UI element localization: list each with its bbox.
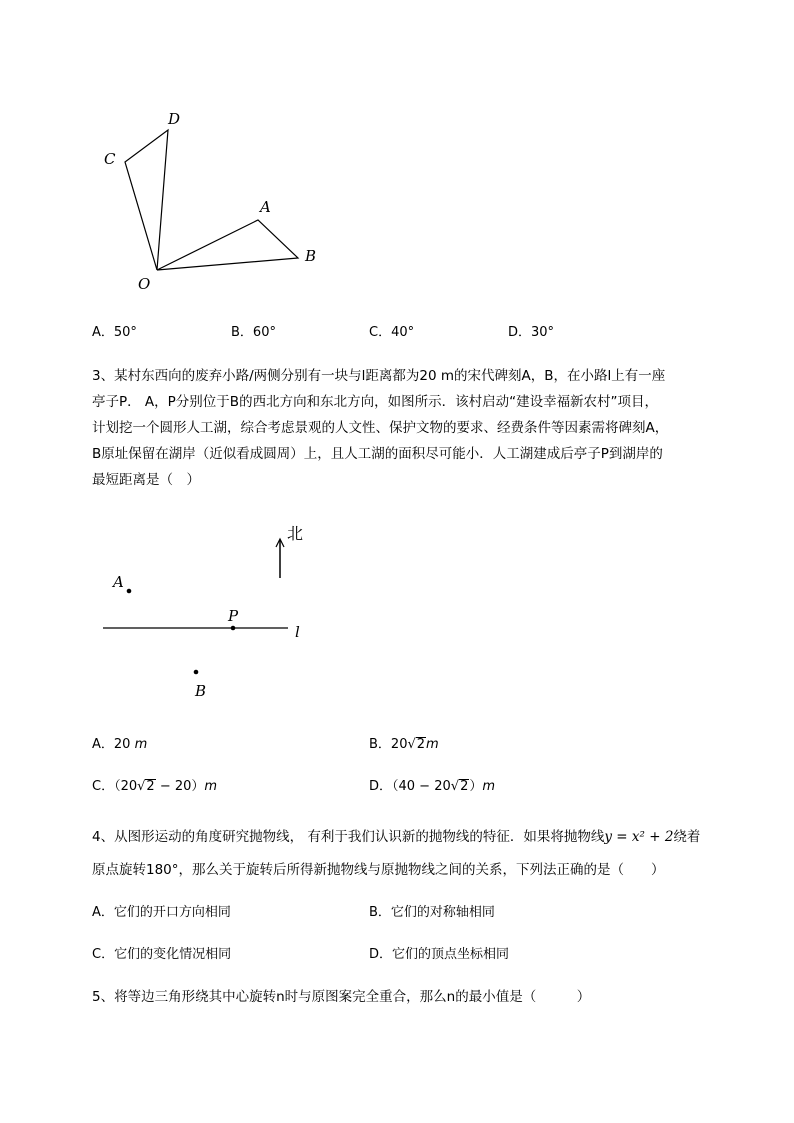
q3-option-a-text: A．20 bbox=[92, 737, 135, 752]
label-P: P bbox=[228, 607, 239, 625]
q4-line-1 bbox=[92, 827, 700, 847]
north-label: 北 bbox=[287, 524, 304, 543]
angle-figure bbox=[90, 100, 340, 300]
q2-option-c: C．40° bbox=[369, 325, 415, 340]
q3-option-c-unit: m bbox=[204, 779, 218, 794]
q3-option-d-unit: m bbox=[482, 779, 496, 794]
label-A: A bbox=[113, 573, 124, 591]
q3-option-b-unit: m bbox=[426, 737, 439, 752]
q3-option-d-text: D．（40 − 20 bbox=[369, 779, 451, 794]
label-A: A bbox=[260, 198, 271, 216]
q3-option-b-root: 2 bbox=[416, 737, 426, 752]
label-O: O bbox=[138, 275, 151, 293]
q3-line-1: 3、某村东西向的废弃小路/两侧分别有一块与l距离都为20 m的宋代碑刻A，B，在小路l上有一座 bbox=[92, 368, 666, 384]
q4-equation: y = x² + 2 bbox=[604, 829, 674, 845]
label-B: B bbox=[195, 682, 207, 700]
q2-option-b: B．60° bbox=[231, 325, 276, 340]
q3-option-d-root: 2 bbox=[460, 779, 469, 794]
q4-line-1-text: 4、从图形运动的角度研究抛物线， 有利于我们认识新的抛物线的特征．如果将抛物线 bbox=[92, 829, 605, 845]
road-map-figure bbox=[95, 515, 325, 705]
triangle-oab bbox=[157, 220, 298, 270]
q3-line-4: B原址保留在湖岸（近似看成圆周）上，且人工湖的面积尽可能小．人工湖建成后亭子P到湖岸的 bbox=[92, 446, 663, 462]
q3-option-d-mid: ） bbox=[469, 779, 483, 794]
q4-line-2: 原点旋转180°，那么关于旋转后所得新抛物线与原抛物线之间的关系，下列法正确的是（ ） bbox=[92, 862, 665, 878]
q4-option-d: D．它们的顶点坐标相同 bbox=[369, 947, 510, 962]
q3-line-3: 计划挖一个圆形人工湖，综合考虑景观的人文性、保护文物的要求、经费条件等因素需将碑刻A， bbox=[92, 420, 669, 436]
label-C: C bbox=[104, 150, 116, 168]
q3-option-a bbox=[92, 736, 147, 754]
q4-option-a: A．它们的开口方向相同 bbox=[92, 905, 231, 920]
q3-option-c-mid: − 20） bbox=[155, 779, 205, 794]
q4-line-1-end: 绕着 bbox=[673, 829, 701, 845]
label-B: B bbox=[305, 247, 317, 265]
label-D: D bbox=[168, 110, 181, 128]
q5-line: 5、将等边三角形绕其中心旋转n时与原图案完全重合，那么n的最小值是（ ） bbox=[92, 989, 591, 1005]
q3-option-d: D．（40 − 20√2）m bbox=[369, 779, 496, 794]
q2-option-a: A．50° bbox=[92, 325, 137, 340]
q3-option-c: C．（20√2 − 20）m bbox=[92, 779, 218, 794]
q3-option-b-text: B．20 bbox=[369, 737, 408, 752]
triangle-ocd bbox=[125, 130, 168, 270]
point-P bbox=[231, 626, 236, 631]
q3-option-b: B．20√2m bbox=[369, 737, 439, 752]
label-l: l bbox=[295, 623, 300, 641]
point-A bbox=[127, 589, 132, 594]
q3-option-c-text: C．（20 bbox=[92, 779, 138, 794]
q3-line-2: 亭子P． A，P分别位于B的西北方向和东北方向，如图所示．该村启动“建设幸福新农村”项目， bbox=[92, 394, 659, 410]
q4-option-b: B．它们的对称轴相同 bbox=[369, 905, 495, 920]
point-B bbox=[194, 670, 199, 675]
q3-option-c-root: 2 bbox=[146, 779, 155, 794]
q3-line-5: 最短距离是（ ） bbox=[92, 472, 200, 488]
q4-option-c: C．它们的变化情况相同 bbox=[92, 947, 232, 962]
q2-option-d: D．30° bbox=[508, 325, 555, 340]
q3-option-a-unit: m bbox=[134, 737, 148, 752]
